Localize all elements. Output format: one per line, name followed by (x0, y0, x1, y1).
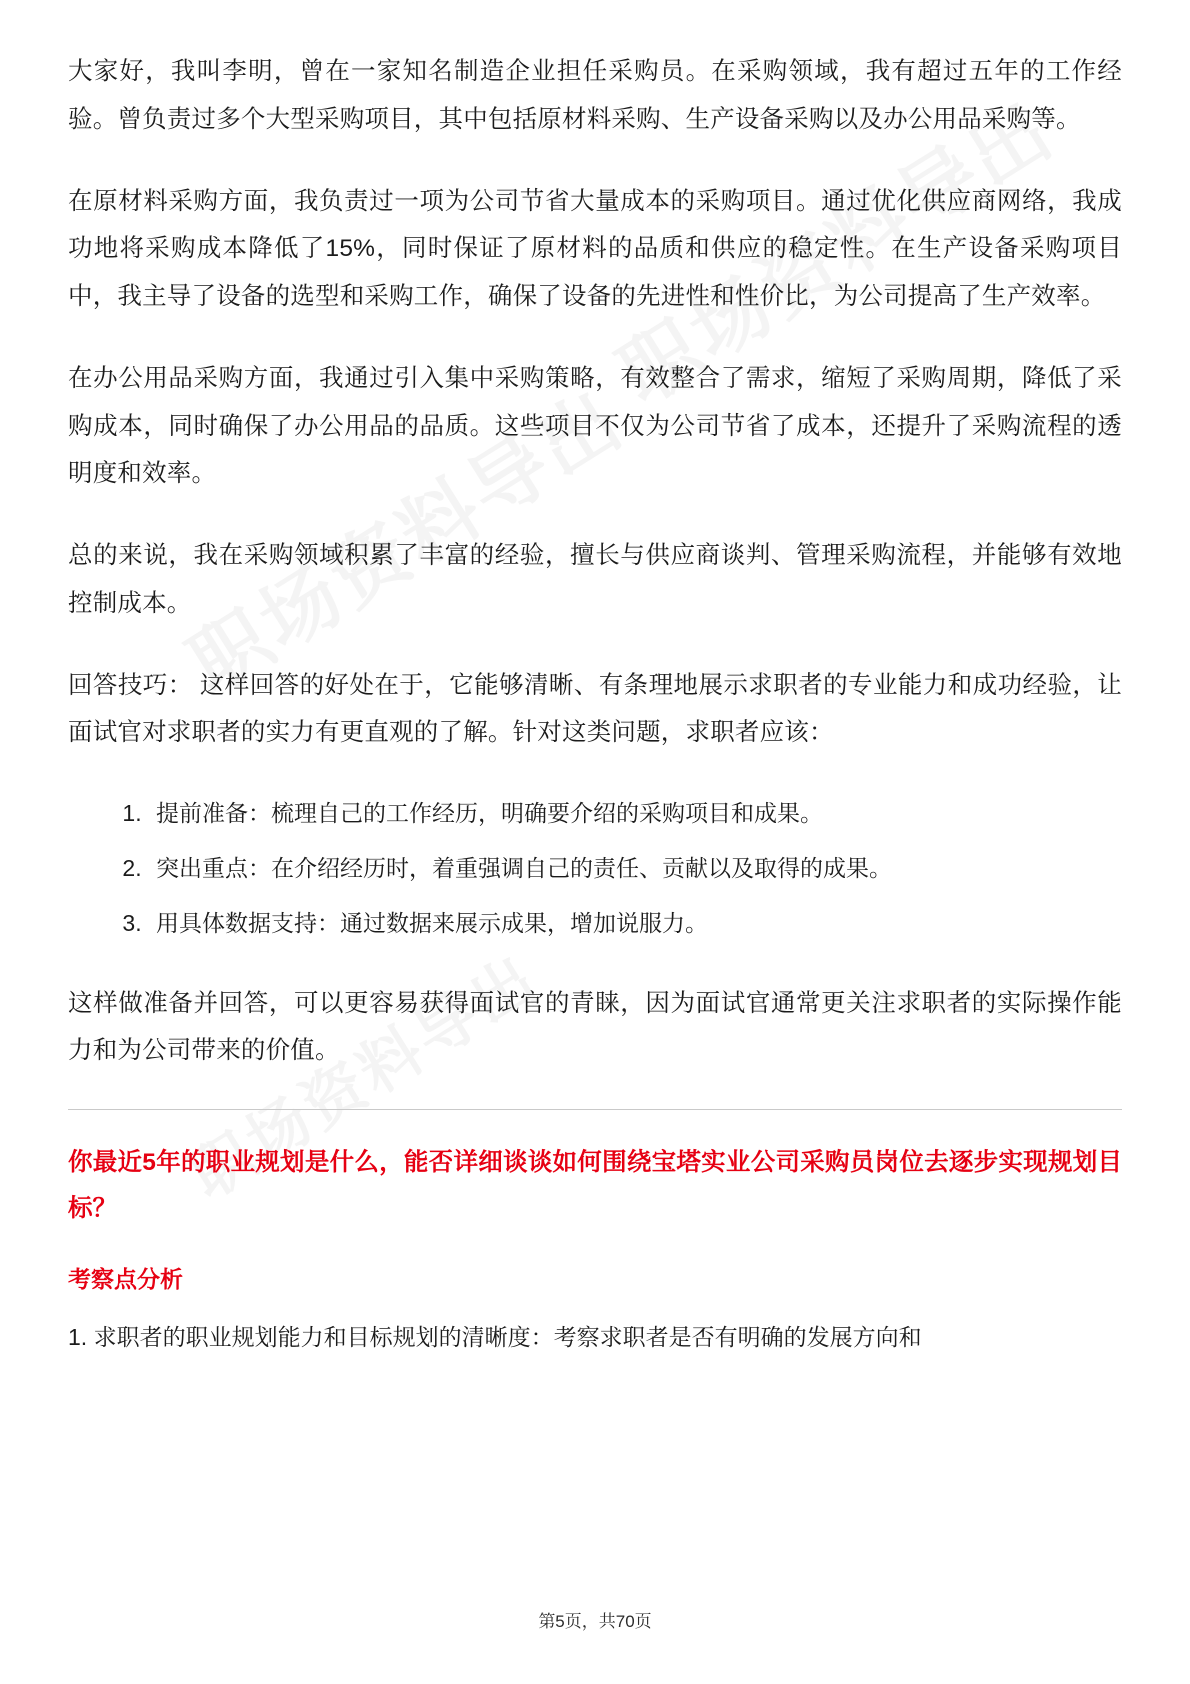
list-item: 1. 提前准备：梳理自己的工作经历，明确要介绍的采购项目和成果。 (148, 791, 1122, 836)
next-section-first-line: 1. 求职者的职业规划能力和目标规划的清晰度：考察求职者是否有明确的发展方向和 (68, 1323, 922, 1350)
page-footer: 第5页，共70页 (538, 1612, 652, 1631)
document-body (68, 48, 1122, 1350)
paragraph-intro: 大家好，我叫李明，曾在一家知名制造企业担任采购员。在采购领域，我有超过五年的工作经验。曾负责过多个大型采购项目，其中包括原材料采购、生产设备采购以及办公用品采购等。 (68, 58, 1122, 133)
list-item: 2. 突出重点：在介绍经历时，着重强调自己的责任、贡献以及取得的成果。 (148, 846, 1122, 891)
list-item: 3. 用具体数据支持：通过数据来展示成果，增加说服力。 (148, 901, 1122, 946)
tips-list (68, 791, 1122, 946)
paragraph-raw-materials: 在原材料采购方面，我负责过一项为公司节省大量成本的采购项目。通过优化供应商网络，我成功地将采购成本降低了15%，同时保证了原材料的品质和供应的稳定性。在生产设备采购项目中，我主导了设备的选型和采购工作，确保了设备的先进性和性价比，为公司提高了生产效率。 (68, 187, 1122, 311)
paragraph-answer-technique: 回答技巧： 这样回答的好处在于，它能够清晰、有条理地展示求职者的专业能力和成功经验，让面试官对求职者的实力有更直观的了解。针对这类问题，求职者应该： (68, 671, 1122, 747)
paragraph-closing: 这样做准备并回答，可以更容易获得面试官的青睐，因为面试官通常更关注求职者的实际操作能力和为公司带来的价值。 (68, 989, 1122, 1065)
next-question-title: 你最近5年的职业规划是什么，能否详细谈谈如何围绕宝塔实业公司采购员岗位去逐步实现规划目标？ (68, 1149, 1122, 1222)
section-divider (68, 1109, 1122, 1110)
paragraph-summary: 总的来说，我在采购领域积累了丰富的经验，擅长与供应商谈判、管理采购流程，并能够有效地控制成本。 (68, 542, 1122, 617)
section-heading-assessment: 考察点分析 (68, 1265, 183, 1292)
paragraph-office-supplies: 在办公用品采购方面，我通过引入集中采购策略，有效整合了需求，缩短了采购周期，降低了采购成本，同时确保了办公用品的品质。这些项目不仅为公司节省了成本，还提升了采购流程的透明度和效率。 (68, 364, 1122, 488)
